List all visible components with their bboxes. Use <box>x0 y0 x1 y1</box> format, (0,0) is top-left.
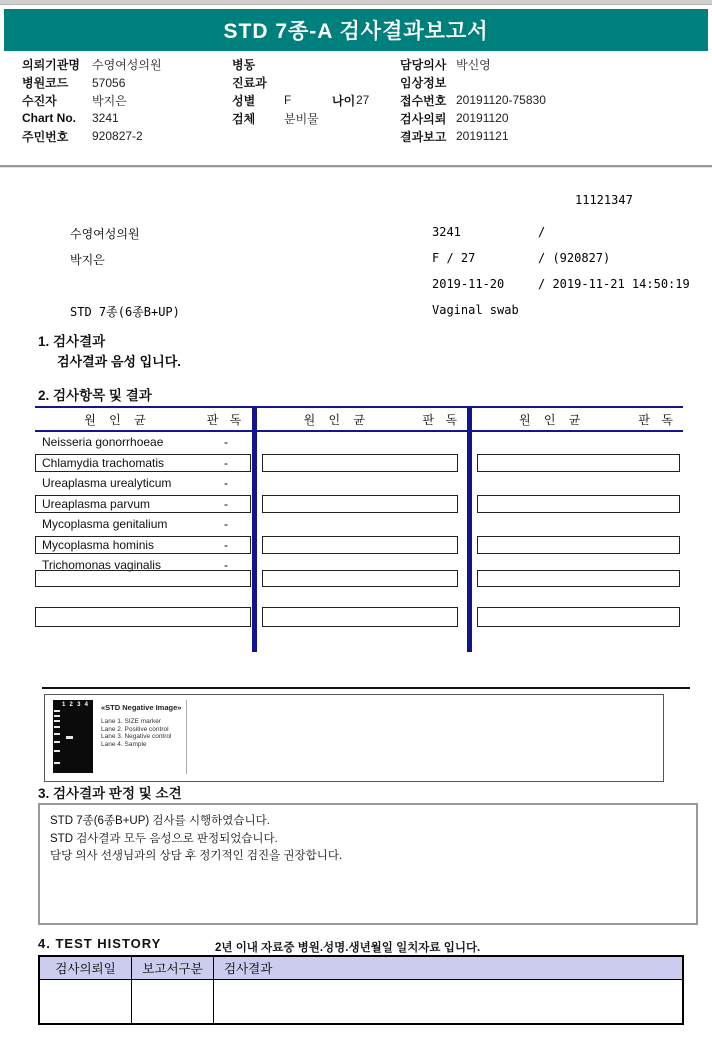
comment-line: STD 7종(6종B+UP) 검사를 시행하였습니다. <box>50 815 270 827</box>
organism-row <box>257 432 467 453</box>
header-field <box>232 56 369 74</box>
history-note: 2년 이내 자료중 병원.성명.생년월일 일치자료 입니다. <box>215 942 481 954</box>
field-value: 3241 <box>92 111 119 126</box>
field-value: 57056 <box>92 75 126 90</box>
history-body-row <box>40 980 682 1025</box>
empty-result-box <box>262 570 458 587</box>
organism-result: - <box>223 476 228 490</box>
gel-ladder-band <box>54 726 60 728</box>
header-field <box>400 109 546 127</box>
reading-column-header: 판 독 <box>638 412 677 427</box>
field-value: F <box>284 93 292 108</box>
header-field <box>22 92 162 110</box>
summary-left: STD 7종(6종B+UP) <box>70 305 180 319</box>
organism-row <box>35 535 252 556</box>
organism-row <box>257 453 467 474</box>
field-label: 병원코드 <box>22 76 69 91</box>
gel-caption-divider <box>186 700 187 774</box>
field-value: 분비물 <box>284 111 319 126</box>
organism-name: Mycoplasma genitalium <box>42 517 168 531</box>
gel-ladder-band <box>54 710 60 712</box>
header-field <box>400 92 546 110</box>
gel-lane-caption: Lane 3. Negative control <box>101 733 172 740</box>
organism-name: Ureaplasma parvum <box>42 496 151 511</box>
gel-lane-number: 2 <box>69 702 73 708</box>
results-rows <box>472 432 683 576</box>
header-field <box>232 109 369 127</box>
field-value: 27 <box>356 93 370 108</box>
empty-result-box <box>477 570 680 587</box>
summary-mid: F / 27 <box>432 251 476 265</box>
organism-name: Chlamydia trachomatis <box>42 455 165 470</box>
results-group <box>472 408 683 652</box>
history-col-result: 검사결과 <box>224 962 273 976</box>
history-header-row <box>40 957 682 980</box>
comment-line: STD 검사결과 모두 음성으로 판정되었습니다. <box>50 832 278 845</box>
results-header-row <box>257 408 467 430</box>
history-col-report-type: 보고서구분 <box>132 957 214 979</box>
field-value: 20191120-75830 <box>456 93 546 108</box>
section2-title: 2. 검사항목 및 결과 <box>38 388 152 403</box>
gel-ladder-band <box>54 733 60 735</box>
summary-row <box>0 277 712 293</box>
gel-caption-title: «STD Negative Image» <box>101 703 182 712</box>
results-group <box>257 408 467 652</box>
gel-ladder-band <box>54 720 60 722</box>
gel-lane-number: 3 <box>77 702 81 708</box>
gel-ladder-band <box>54 741 60 743</box>
organism-result: - <box>223 435 228 449</box>
field-label: 검사의뢰 <box>400 111 447 126</box>
header-field <box>400 56 546 74</box>
organism-row <box>472 535 683 556</box>
summary-row <box>0 251 712 267</box>
field-label: 나이 <box>332 93 356 108</box>
section3-title: 3. 검사결과 판정 및 소견 <box>38 786 182 801</box>
header-field <box>232 92 369 110</box>
history-col-request-date: 검사의뢰일 <box>40 957 132 979</box>
top-divider <box>0 0 712 5</box>
header-field <box>400 127 546 145</box>
gel-ladder-band <box>54 715 60 717</box>
section4-title: 4. TEST HISTORY <box>38 936 162 951</box>
organism-result: - <box>223 517 228 531</box>
organism-row <box>35 473 252 494</box>
field-label: 담당의사 <box>400 58 447 73</box>
overall-result-line: 검사결과 음성 입니다. <box>57 354 181 369</box>
field-label: 검체 <box>232 111 256 126</box>
gel-section-topline <box>42 687 690 689</box>
result-box <box>262 536 458 555</box>
results-group <box>35 408 252 652</box>
gel-caption-lanes <box>101 718 221 748</box>
field-label: 병동 <box>232 58 256 73</box>
history-cell-result <box>214 980 682 1025</box>
organism-name: Neisseria gonorrhoeae <box>42 435 164 449</box>
field-value: 수영여성의원 <box>92 58 162 73</box>
header-field <box>22 56 162 74</box>
summary-left: 수영여성의원 <box>70 227 140 241</box>
header-field <box>22 109 162 127</box>
gel-ladder-band <box>54 750 60 752</box>
summary-mid: 3241 <box>432 225 461 239</box>
field-value: 20191120 <box>456 111 509 126</box>
result-box <box>262 454 458 473</box>
comment-box <box>38 803 698 925</box>
organism-row <box>472 453 683 474</box>
results-rows <box>35 432 252 576</box>
summary-right: / (920827) <box>538 251 611 265</box>
organism-row <box>472 514 683 535</box>
gel-electrophoresis-image <box>53 700 93 773</box>
field-value: 박신영 <box>456 58 491 73</box>
organism-result: - <box>223 537 228 552</box>
summary-mid: 2019-11-20 <box>432 277 505 291</box>
organism-result: - <box>223 455 228 470</box>
history-cell-report-type <box>132 980 214 1025</box>
gel-lane-number: 1 <box>62 702 66 708</box>
gel-caption <box>101 703 221 748</box>
summary-row <box>0 225 712 241</box>
organism-name: Ureaplasma urealyticum <box>42 476 172 490</box>
history-cell-request-date <box>40 980 132 1025</box>
field-label: 수진자 <box>22 93 57 108</box>
organism-row <box>35 514 252 535</box>
header-field <box>232 74 369 92</box>
summary-mid: Vaginal swab <box>432 303 519 317</box>
header-column-left <box>22 56 162 145</box>
field-label: 진료과 <box>232 76 267 91</box>
header-field <box>22 127 162 145</box>
empty-result-box <box>35 607 251 627</box>
result-box <box>477 536 680 555</box>
gel-lane-number: 4 <box>84 702 88 708</box>
organism-row <box>257 473 467 494</box>
result-box <box>262 495 458 514</box>
reading-column-header: 판 독 <box>422 412 462 427</box>
header-field <box>22 74 162 92</box>
header-field <box>400 74 546 92</box>
gel-ladder-band <box>54 762 60 764</box>
organism-name: Mycoplasma hominis <box>42 537 155 552</box>
history-table <box>38 955 684 1025</box>
organism-row <box>472 473 683 494</box>
organism-row <box>257 494 467 515</box>
result-box <box>477 495 680 514</box>
report-title-banner <box>4 9 708 51</box>
section1-title: 1. 검사결과 <box>38 334 106 349</box>
summary-right: / 2019-11-21 14:50:19 <box>538 277 690 291</box>
result-box <box>477 454 680 473</box>
field-label: 접수번호 <box>400 93 447 108</box>
field-label: 임상정보 <box>400 76 447 91</box>
gel-sample-band <box>66 736 73 739</box>
header-column-right <box>400 56 546 145</box>
organism-row <box>257 514 467 535</box>
organism-name: Trichomonas vaginalis <box>42 558 161 572</box>
gel-image-panel <box>44 694 664 782</box>
report-title: STD 7종-A 검사결과보고서 <box>223 20 489 43</box>
organism-result: - <box>223 496 228 511</box>
organism-column-header: 원 인 균 <box>84 412 151 427</box>
organism-result: - <box>223 558 228 572</box>
section-divider <box>0 165 712 168</box>
organism-row <box>35 432 252 453</box>
field-label: Chart No. <box>22 111 76 126</box>
gel-lane-numbers <box>53 700 93 708</box>
field-value: 박지은 <box>92 93 127 108</box>
results-header-row <box>35 408 252 430</box>
header-column-middle <box>232 56 369 127</box>
field-label: 주민번호 <box>22 129 69 144</box>
organism-row <box>257 535 467 556</box>
organism-row <box>472 432 683 453</box>
field-value: 20191121 <box>456 129 509 144</box>
results-table <box>35 406 683 652</box>
results-header-row <box>472 408 683 430</box>
summary-right: / <box>538 225 546 239</box>
gel-lane-caption: Lane 2. Positive control <box>101 725 169 733</box>
empty-result-box <box>477 607 680 627</box>
organism-row <box>472 494 683 515</box>
reading-column-header: 판 독 <box>206 412 246 427</box>
serial-number: 11121347 <box>575 193 633 207</box>
gel-lane-caption: Lane 4. Sample <box>101 740 147 748</box>
results-rows <box>257 432 467 576</box>
organism-column-header: 원 인 균 <box>518 412 586 427</box>
empty-result-box <box>35 570 251 587</box>
field-label: 성별 <box>232 93 256 108</box>
organism-row <box>35 453 252 474</box>
field-label: 결과보고 <box>400 129 447 144</box>
summary-left: 박지은 <box>70 253 105 267</box>
comment-line: 담당 의사 선생님과의 상담 후 정기적인 검진을 권장합니다. <box>50 850 343 862</box>
field-value: 920827-2 <box>92 129 143 144</box>
empty-result-box <box>262 607 458 627</box>
gel-lane-caption: Lane 1. SIZE marker <box>101 718 161 725</box>
field-label: 의뢰기관명 <box>22 58 80 73</box>
organism-row <box>35 494 252 515</box>
summary-row <box>0 303 712 319</box>
organism-column-header: 원 인 균 <box>303 412 371 427</box>
